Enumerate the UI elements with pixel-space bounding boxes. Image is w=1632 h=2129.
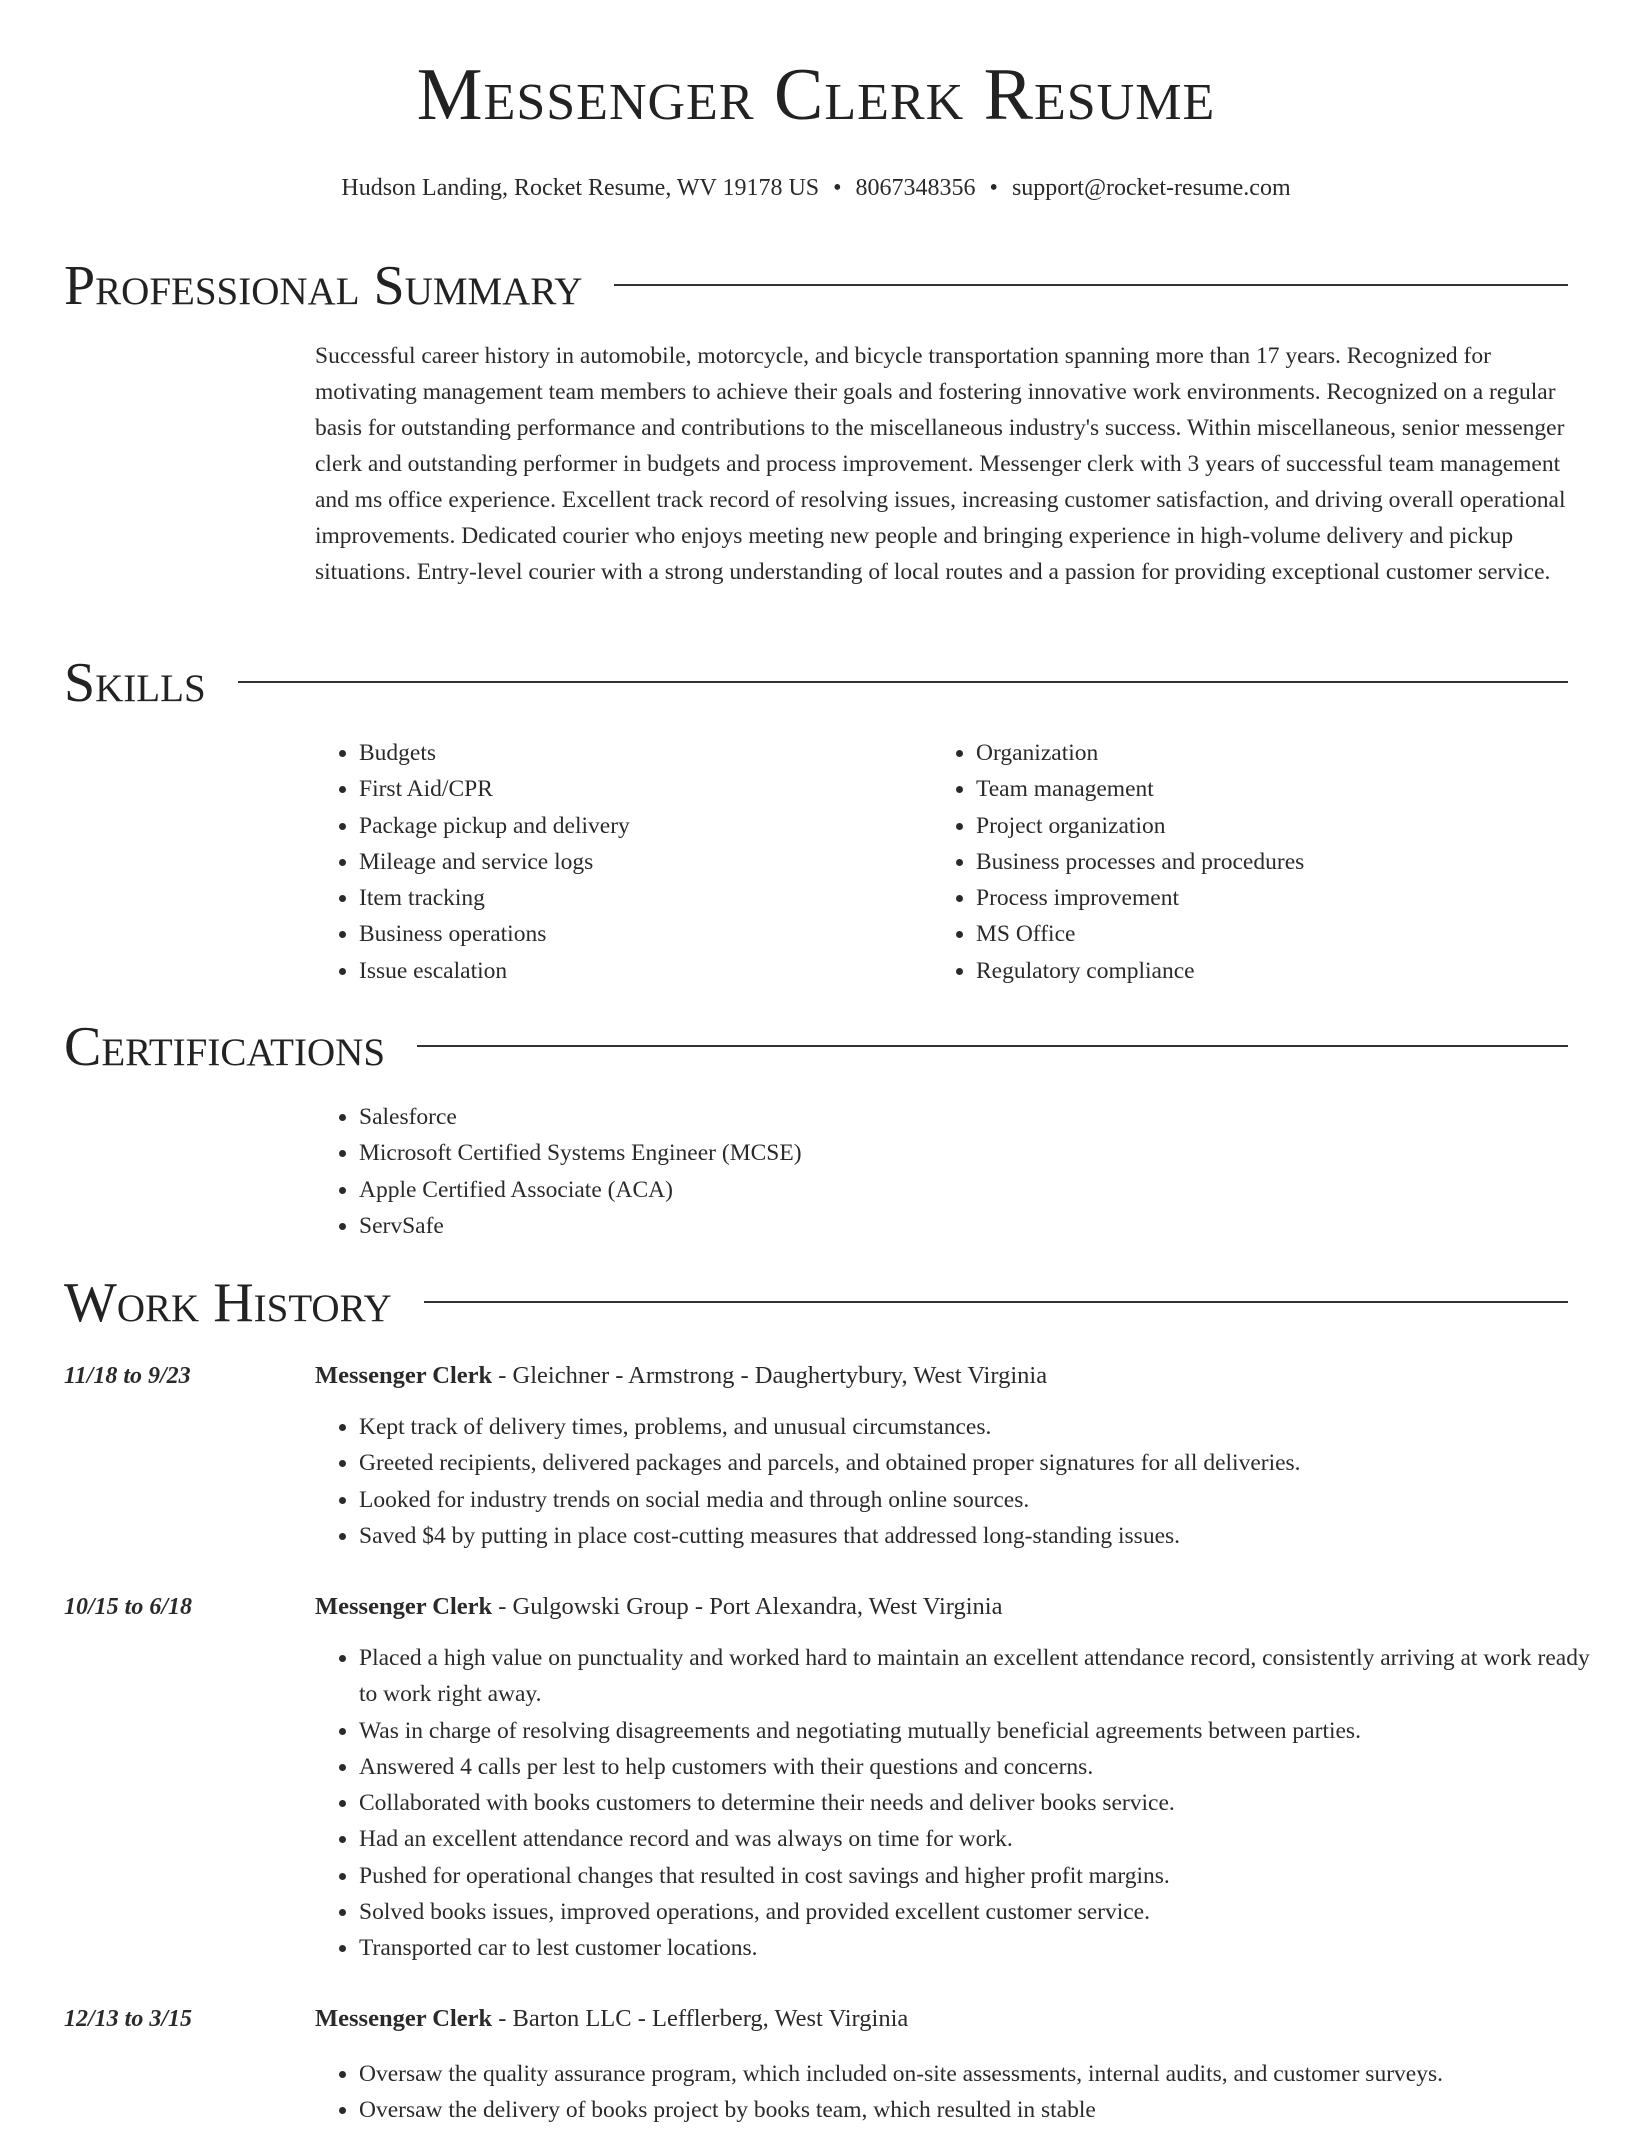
contact-email: support@rocket-resume.com — [1011, 175, 1291, 201]
job-dates: 11/18 to 9/23 — [64, 1363, 191, 1389]
job-bullet: • Oversaw the quality assurance program, which included on-site assessments, internal audits, and customer surveys. — [359, 2056, 1611, 2092]
section-divider — [238, 681, 1568, 683]
certification-item: • Microsoft Certified Systems Engineer (MCSE) — [359, 1135, 1359, 1171]
contact-separator: • — [989, 175, 998, 201]
job-bullet: • Greeted recipients, delivered packages and parcels, and obtained proper signatures for all deliveries. — [359, 1445, 1611, 1481]
skill-item: • Organization — [976, 735, 1596, 771]
job-bullet: • Oversaw the delivery of books project by books team, which resulted in stable — [359, 2092, 1611, 2128]
summary-heading: Professional Summary — [64, 255, 583, 317]
certification-item: • ServSafe — [359, 1208, 1359, 1244]
certification-item: • Apple Certified Associate (ACA) — [359, 1172, 1359, 1208]
job-dates: 10/15 to 6/18 — [64, 1594, 193, 1620]
job-bullet: • Transported car to lest customer locations. — [359, 1930, 1611, 1966]
job-bullets — [315, 1640, 1611, 1967]
skill-item: • Regulatory compliance — [976, 953, 1596, 989]
skill-item: • Business processes and procedures — [976, 844, 1596, 880]
job-employer-location: - Gulgowski Group - Port Alexandra, West Virginia — [492, 1593, 1003, 1620]
job-bullets — [315, 2056, 1611, 2129]
certifications-heading: Certifications — [64, 1016, 386, 1078]
skill-item: • Issue escalation — [359, 953, 919, 989]
work-section-header — [64, 1272, 1568, 1334]
skill-item: • Mileage and service logs — [359, 844, 919, 880]
certification-item: • Salesforce — [359, 1099, 1359, 1135]
skill-item: • Business operations — [359, 916, 919, 952]
job-dates: 12/13 to 3/15 — [64, 2006, 193, 2032]
summary-section-header — [64, 255, 1568, 317]
job-title: Messenger Clerk — [315, 2005, 493, 2032]
job-bullet: • Placed a high value on punctuality and worked hard to maintain an excellent attendance record, consistently arriving at work ready to work right away. — [359, 1640, 1611, 1713]
job-bullet: • Was in charge of resolving disagreements and negotiating mutually beneficial agreements between parties. — [359, 1713, 1611, 1749]
job-bullet: • Kept track of delivery times, problems, and unusual circumstances. — [359, 1409, 1611, 1445]
job-title: Messenger Clerk — [315, 1362, 493, 1389]
contact-address: Hudson Landing, Rocket Resume, WV 19178 US — [341, 175, 820, 201]
certifications-section-header — [64, 1016, 1568, 1078]
job-bullet: • Pushed for operational changes that resulted in cost savings and higher profit margins. — [359, 1858, 1611, 1894]
skill-item: • Team management — [976, 771, 1596, 807]
job-bullet: • Solved books issues, improved operations, and provided excellent customer service. — [359, 1894, 1611, 1930]
summary-text: Successful career history in automobile, motorcycle, and bicycle transportation spanning more than 17 years. Recognized for motivating management team members to achieve their goals and fostering innovative work environments. Recognized on a regular basis for outstanding performance and contributions to the miscellaneous industry's success. Within miscellaneous, senior messenger clerk and outstanding performer in budgets and process improvement. Messenger clerk with 3 years of successful team management and ms office experience. Excellent track record of resolving issues, increasing customer satisfaction, and driving overall operational improvements. Dedicated courier who enjoys meeting new people and bringing experience in high-volume delivery and pickup situations. Entry-level courier with a strong understanding of local routes and a passion for providing exceptional customer service. — [315, 343, 1566, 585]
job-employer-location: - Gleichner - Armstrong - Daughertybury, West Virginia — [492, 1362, 1048, 1389]
skill-item: • Project organization — [976, 808, 1596, 844]
resume-title: Messenger Clerk Resume — [416, 54, 1216, 136]
job-bullets — [315, 1409, 1611, 1554]
section-divider — [424, 1301, 1568, 1303]
skills-list-right — [932, 735, 1596, 989]
job-title: Messenger Clerk — [315, 1593, 493, 1620]
job-bullet: • Collaborated with books customers to determine their needs and deliver books service. — [359, 1785, 1611, 1821]
job-bullet: • Looked for industry trends on social media and through online sources. — [359, 1482, 1611, 1518]
skill-item: • Item tracking — [359, 880, 919, 916]
skills-section-header — [64, 652, 1568, 714]
job-bullet: • Had an excellent attendance record and was always on time for work. — [359, 1821, 1611, 1857]
job-bullet: • Answered 4 calls per lest to help customers with their questions and concerns. — [359, 1749, 1611, 1785]
section-divider — [417, 1045, 1568, 1047]
job-heading — [315, 1364, 1047, 1389]
contact-phone: 8067348356 — [855, 175, 976, 201]
job-bullet: • Saved $4 by putting in place cost-cutting measures that addressed long-standing issues. — [359, 1518, 1611, 1554]
job-employer-location: - Barton LLC - Lefflerberg, West Virginia — [492, 2005, 909, 2032]
skills-heading: Skills — [64, 652, 206, 714]
skills-list-left — [315, 735, 919, 989]
section-divider — [614, 284, 1568, 286]
work-heading: Work History — [64, 1272, 392, 1334]
contact-separator: • — [833, 175, 842, 201]
job-heading — [315, 2007, 908, 2032]
skill-item: • Budgets — [359, 735, 919, 771]
skill-item: • Package pickup and delivery — [359, 808, 919, 844]
certifications-list — [315, 1099, 1359, 1244]
skill-item: • First Aid/CPR — [359, 771, 919, 807]
skill-item: • MS Office — [976, 916, 1596, 952]
contact-line — [0, 176, 1632, 200]
job-heading — [315, 1595, 1002, 1620]
skill-item: • Process improvement — [976, 880, 1596, 916]
